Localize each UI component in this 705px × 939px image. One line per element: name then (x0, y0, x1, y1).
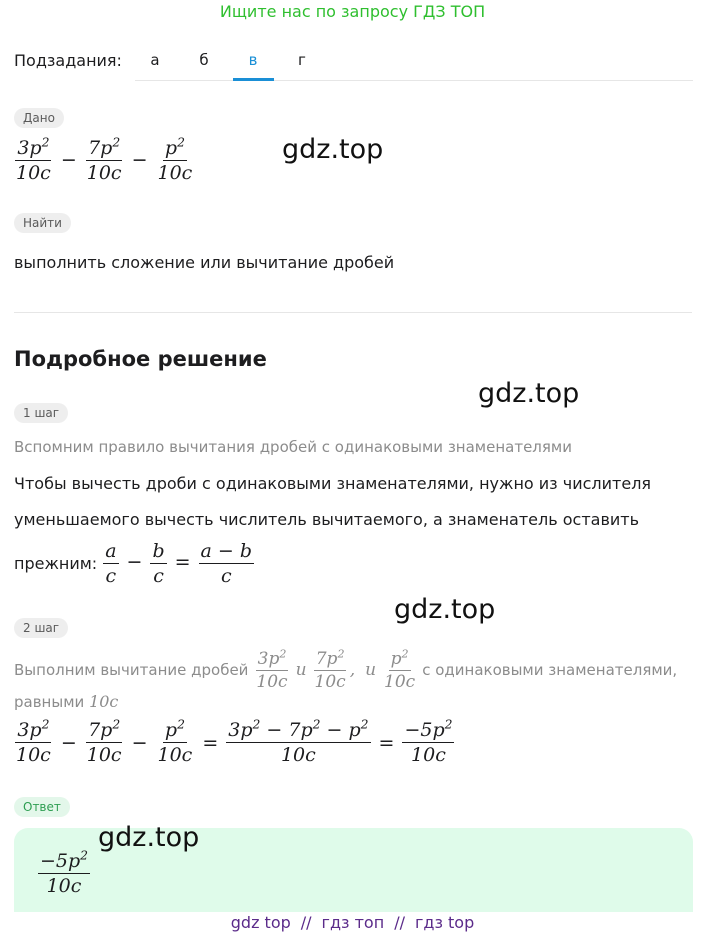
fraction: $\frac{p^2}{10c}$ (157, 135, 193, 184)
answer-value (38, 850, 90, 897)
subtask-tabs (135, 41, 693, 81)
fraction: $\frac{7p^2}{10c}$ (86, 717, 122, 766)
step2-hint: Выполним вычитание дробей $\frac{3p^2}{10c}$ и $\frac{7p^2}{10c}$ , и $\frac{p^2}{10c}$ с одинаковыми знаменателями, (14, 646, 678, 692)
fraction: $\frac{p^2}{10c}$ (157, 717, 193, 766)
tab-v[interactable]: в (248, 51, 258, 69)
fraction: $\frac{-5p^2}{10c}$ (40, 848, 89, 897)
step1-hint: Вспомним правило вычитания дробей с одинаковыми знаменателями (14, 438, 572, 456)
step1-pill: 1 шаг (14, 403, 68, 423)
footer-link[interactable]: гдз top (414, 913, 475, 932)
fraction: $\frac{3p^2 - 7p^2 - p^2}{10c}$ (228, 717, 369, 766)
section-divider (14, 312, 692, 313)
fraction: $\frac{7p^2}{10c}$ (314, 646, 346, 692)
watermark: gdz.top (98, 822, 200, 853)
footer-link[interactable]: гдз топ (321, 913, 385, 932)
watermark: gdz.top (478, 378, 580, 409)
fraction: $\frac{p^2}{10c}$ (384, 646, 416, 692)
step2-pill: 2 шаг (14, 618, 68, 638)
step1-line2: уменьшаемого вычесть числитель вычитаемого, а знаменатель оставить (14, 510, 640, 529)
active-tab-indicator (233, 78, 274, 81)
watermark: gdz.top (394, 594, 496, 625)
solution-title: Подробное решение (14, 347, 267, 371)
fraction: $\frac{b}{c}$ (152, 539, 165, 587)
fraction: $\frac{3p^2}{10c}$ (16, 717, 51, 766)
fraction: $\frac{3p^2}{10c}$ (16, 135, 51, 184)
fraction: $\frac{-5p^2}{10c}$ (404, 717, 453, 766)
subtasks-label: Подзадания: (14, 51, 122, 70)
step2-calculation: $\frac{3p^2}{10c}$ − $\frac{7p^2}{10c}$ − $\frac{p^2}{10c}$ = $\frac{3p^2 - 7p^2 - p^2}{10c}$ = $\frac{-5p^2}{10c}$ (16, 717, 453, 766)
tab-b[interactable]: б (199, 51, 209, 69)
step1-line3: прежним: $\frac{a}{c}$ − $\frac{b}{c}$ = $\frac{a - b}{c}$ (14, 539, 253, 587)
answer-pill: Ответ (14, 797, 70, 817)
watermark: gdz.top (282, 134, 384, 165)
fraction: $\frac{3p^2}{10c}$ (256, 646, 288, 692)
fraction: $\frac{a - b}{c}$ (200, 539, 253, 587)
fraction: $\frac{a}{c}$ (105, 539, 117, 587)
given-pill: Дано (14, 108, 64, 128)
find-pill: Найти (14, 213, 71, 233)
fraction: $\frac{7p^2}{10c}$ (86, 135, 122, 184)
tab-a[interactable]: а (150, 51, 160, 69)
footer-link[interactable]: gdz top (230, 913, 291, 932)
footer-links: gdz top // гдз топ // гдз top (230, 913, 475, 932)
step2-hint-cont: равными 10c (14, 692, 119, 711)
tab-g[interactable]: г (298, 51, 306, 69)
step1-line1: Чтобы вычесть дроби с одинаковыми знаменателями, нужно из числителя (14, 474, 652, 493)
rule-formula: $\frac{a}{c}$ − $\frac{b}{c}$ = $\frac{a - b}{c}$ (105, 539, 253, 587)
find-text: выполнить сложение или вычитание дробей (14, 253, 395, 272)
promo-banner: Ищите нас по запросу ГДЗ ТОП (219, 2, 486, 21)
given-expression: $\frac{3p^2}{10c}$ − $\frac{7p^2}{10c}$ − $\frac{p^2}{10c}$ (16, 135, 193, 184)
